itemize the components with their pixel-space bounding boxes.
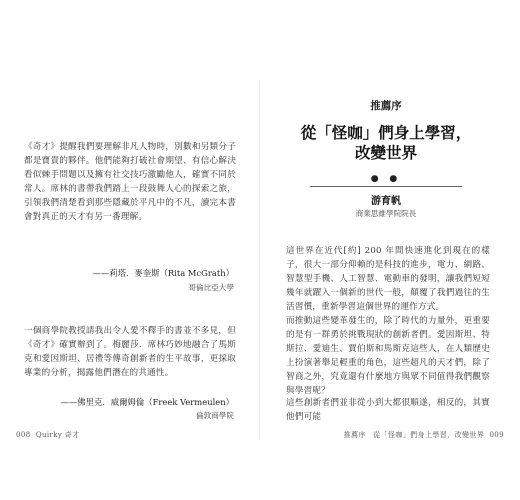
body-paragraph-2: 而推動這些變革發生的，除了時代的力量外，更重要的是有一群勇於挑戰現狀的創新者們。愛因斯坦、特斯拉、愛迪生、賈伯斯和馬斯克這些人，在人類歷史上扮演著舉足輕重的角色，這些超凡的天才們，除了智商之外，究竟還有什麼地方與眾不同值得我們觀察與學習呢？ [286, 316, 490, 396]
left-running-head: Quirky 奇才 [35, 431, 80, 439]
right-page [276, 78, 504, 439]
endorsement-attribution-1: ——莉塔．麥奎斯（Rita McGrath） [92, 268, 234, 278]
title-ornament: ● ● [370, 174, 402, 184]
body-paragraph-3: 這些創新者們並非從小到大都很順遂，相反的，其實他們可能 [286, 398, 490, 422]
endorsement-paragraph-2: 一個商學院教授請我出令人愛不釋手的書並不多見，但《奇才》確實辦到了。梅麗莎．席林巧妙地融合了馬斯克和愛因斯坦、居禮等傳奇創新者的生平故事，更採取專業的分析，揭露他們潛在的共通性。 [24, 326, 236, 378]
book-gutter [259, 80, 261, 440]
title-rule [310, 186, 462, 187]
right-page-number: 009 [489, 431, 504, 439]
right-footer [336, 430, 504, 440]
chapter-title-line-2: 改變世界 [354, 143, 417, 162]
section-label: 推薦序 [370, 100, 402, 112]
endorsement-paragraph-1: 《奇才》提醒我們要理解非凡人物時，別數和另類分子都是寶貴的夥伴。他們能夠打破社會期望、有信心解決看似棘手問題以及擁有社交技巧激勵他人，確實不同於常人。席林的書帶我們踏上一段鼓舞人心的探索之旅，引領我們清楚看到那些隱藏於平凡中的不凡，讀完本書會對真正的天才有另一番理解。 [24, 142, 236, 222]
left-page-number: 008 [16, 431, 31, 439]
body-paragraph-1: 這世界在近代[約] 200 年間快速進化到現在的樣子，很大一部分仰賴的是科技的進步，電力、網路、智慧型手機、人工智慧、電動車的發明，讓我們短短幾年就躍入一個新的世代一般，顛覆了我們過往的生活習慣，重新學習這個世界的運作方式。 [286, 246, 490, 312]
endorsement-attribution-2: ——佛里克．威爾姆倫（Freek Vermeulen） [60, 397, 234, 407]
right-running-head: 推薦序 從「怪咖」們身上學習，改變世界 [343, 431, 485, 439]
endorsement-affiliation-2: 倫敦商學院 [196, 411, 234, 420]
chapter-title-line-1: 從「怪咖」們身上學習， [300, 123, 472, 142]
author-name: 游育帆 [371, 196, 401, 207]
author-affiliation: 商業思維學院院長 [355, 209, 417, 218]
left-footer [16, 430, 80, 440]
endorsement-affiliation-1: 哥倫比亞大學 [188, 283, 234, 292]
left-page [16, 78, 240, 439]
